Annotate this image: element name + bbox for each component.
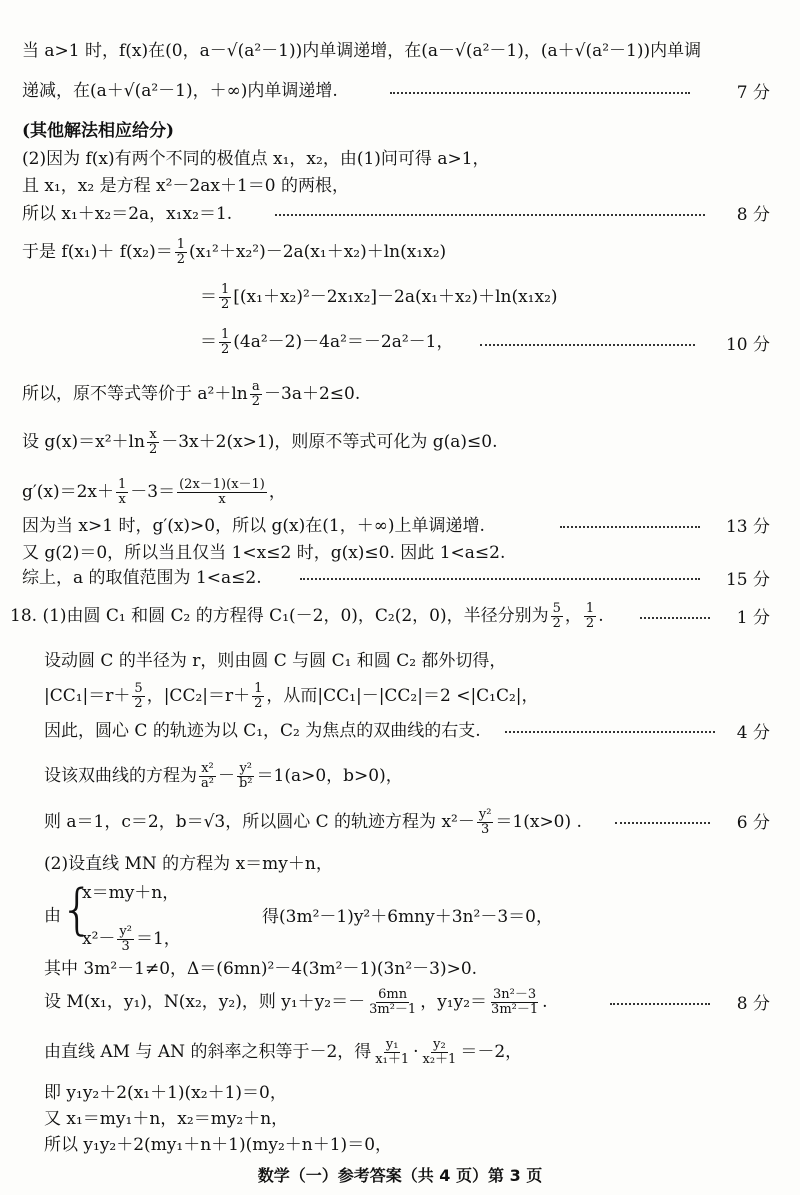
numerator: 6mn (378, 987, 408, 1002)
text-segment: ，|CC₂|＝r＋ (146, 686, 251, 706)
dot-leader (480, 344, 695, 346)
text-line: (2)设直线 MN 的方程为 x＝my＋n， (44, 854, 333, 874)
dot-leader (640, 617, 710, 619)
text-line: x＝my＋n， (82, 883, 180, 903)
fraction (551, 602, 563, 631)
denominator: a² (201, 776, 214, 791)
denominator: 2 (134, 696, 143, 711)
text-segment: ＝1(x>0) . (495, 812, 582, 832)
fraction (177, 478, 267, 507)
dot-leader (390, 92, 690, 94)
text-segment: . (598, 606, 604, 626)
denominator: 2 (148, 442, 158, 457)
math-line (22, 428, 498, 457)
score-mark: 1 分 (736, 608, 770, 628)
score-mark: 10 分 (725, 335, 770, 355)
numerator: 3n²－3 (493, 987, 537, 1002)
denominator: 2 (221, 342, 230, 357)
dot-leader (560, 526, 700, 528)
text-line: 得(3m²－1)y²＋6mny＋3n²－3＝0， (262, 907, 553, 927)
text-segment: ，y₁y₂＝ (420, 992, 488, 1012)
text-line: 即 y₁y₂＋2(x₁＋1)(x₂＋1)＝0， (44, 1083, 287, 1103)
denominator: 3m²－1 (491, 1002, 539, 1017)
text-segment: 设该双曲线的方程为 (44, 766, 197, 786)
text-segment: g′(x)＝2x＋ (22, 482, 114, 502)
text-line: 综上，a 的取值范围为 1<a≤2. (22, 568, 262, 588)
text-segment: ＝ (200, 287, 217, 307)
score-mark: 7 分 (736, 83, 770, 103)
denominator: 2 (176, 252, 186, 267)
text-segment: (4a²－2)－4a²＝－2a²－1， (233, 332, 454, 352)
text-segment: 则 a＝1，c＝2，b＝√3，所以圆心 C 的轨迹方程为 x²－ (44, 812, 475, 832)
text-line: 当 a>1 时，f(x)在(0，a－√(a²－1))内单调递增，在(a－√(a²－1)，(a＋√(a²－1))内单调 (22, 41, 702, 61)
numerator: y² (119, 924, 132, 939)
text-segment: ，从而|CC₁|－|CC₂|＝2 <|C₁C₂|， (266, 686, 539, 706)
text-segment: 设 M(x₁，y₁)，N(x₂，y₂)，则 y₁＋y₂＝－ (44, 992, 366, 1012)
score-mark: 8 分 (736, 205, 770, 225)
math-line (44, 1038, 522, 1067)
math-line (44, 762, 403, 791)
numerator: y² (478, 807, 492, 822)
text-segment: ＝－2， (460, 1042, 523, 1062)
fraction (373, 1038, 411, 1067)
denominator: 2 (254, 696, 263, 711)
text-segment: . (542, 992, 548, 1012)
text-line: 因为当 x>1 时，g′(x)>0，所以 g(x)在(1，＋∞)上单调递增. (22, 516, 485, 536)
text-line: 其中 3m²－1≠0，Δ＝(6mn)²－4(3m²－1)(3n²－3)>0. (44, 959, 478, 979)
text-line: 且 x₁，x₂ 是方程 x²－2ax＋1＝0 的两根， (22, 176, 349, 196)
math-line (44, 682, 539, 711)
fraction (421, 1038, 459, 1067)
fraction (117, 925, 134, 954)
text-line: (其他解法相应给分) (22, 121, 175, 141)
numerator: 1 (221, 282, 230, 297)
dot-leader (615, 822, 710, 824)
fraction (250, 380, 262, 409)
numerator: y² (239, 761, 253, 776)
text-line: 又 x₁＝my₁＋n，x₂＝my₂＋n， (44, 1109, 289, 1129)
text-segment: 于是 f(x₁)＋ f(x₂)＝ (22, 242, 173, 262)
dot-leader (275, 214, 705, 216)
text-segment: － (217, 766, 235, 786)
denominator: x₁＋1 (375, 1052, 410, 1067)
text-line: (2)因为 f(x)有两个不同的极值点 x₁，x₂，由(1)问可得 a>1， (22, 149, 490, 169)
text-line: 因此，圆心 C 的轨迹为以 C₁，C₂ 为焦点的双曲线的右支. (44, 721, 481, 741)
score-mark: 15 分 (725, 570, 770, 590)
fraction (477, 808, 494, 837)
score-mark: 13 分 (725, 517, 770, 537)
dot-leader (610, 1003, 710, 1005)
denominator: b² (238, 776, 253, 791)
fraction (489, 988, 540, 1017)
math-line (22, 238, 446, 267)
numerator: 1 (221, 327, 230, 342)
denominator: 2 (552, 616, 561, 631)
fraction (199, 762, 216, 791)
numerator: 1 (585, 601, 595, 616)
numerator: 1 (176, 237, 186, 252)
text-segment: |CC₁|＝r＋ (44, 686, 131, 706)
text-line: 所以 x₁＋x₂＝2a，x₁x₂＝1. (22, 204, 233, 224)
denominator: 3 (121, 939, 130, 954)
math-line (44, 988, 548, 1017)
text-segment: 所以，原不等式等价于 a²＋ln (22, 384, 248, 404)
text-line: 又 g(2)＝0，所以当且仅当 1<x≤2 时，g(x)≤0. 因此 1<a≤2. (22, 543, 506, 563)
fraction (219, 283, 231, 312)
math-line (22, 380, 360, 409)
numerator: x (149, 427, 157, 442)
math-line (22, 478, 286, 507)
text-line: 递减，在(a＋√(a²－1)，＋∞)内单调递增. (22, 81, 338, 101)
text-segment: 由直线 AM 与 AN 的斜率之积等于－2，得 (44, 1042, 372, 1062)
fraction (252, 682, 264, 711)
numerator: (2x－1)(x－1) (179, 477, 265, 492)
text-line: 设动圆 C 的半径为 r，则由圆 C 与圆 C₁ 和圆 C₂ 都外切得， (44, 651, 507, 671)
fraction (367, 988, 418, 1017)
denominator: 2 (585, 616, 595, 631)
system-brace: { (60, 878, 95, 941)
text-segment: [(x₁＋x₂)²－2x₁x₂]－2a(x₁＋x₂)＋ln(x₁x₂) (233, 287, 558, 307)
math-line (200, 328, 453, 357)
dot-leader (505, 731, 715, 733)
text-segment: 设 g(x)＝x²＋ln (22, 432, 145, 452)
text-segment: (x₁²＋x₂²)－2a(x₁＋x₂)＋ln(x₁x₂) (189, 242, 447, 262)
math-line (44, 808, 582, 837)
score-mark: 6 分 (736, 813, 770, 833)
fraction (175, 238, 187, 267)
text-segment: －3＝ (130, 482, 176, 502)
text-segment: ＝1(a>0，b>0)， (256, 766, 403, 786)
denominator: 3m²－1 (369, 1002, 417, 1017)
math-line (82, 925, 181, 954)
fraction (147, 428, 159, 457)
numerator: a (252, 379, 260, 394)
fraction (219, 328, 231, 357)
score-mark: 4 分 (736, 723, 770, 743)
fraction (132, 682, 144, 711)
text-segment: · (413, 1042, 419, 1062)
numerator: x² (201, 761, 214, 776)
text-segment: x²－ (82, 929, 116, 949)
denominator: x₂＋1 (422, 1052, 457, 1067)
fraction (584, 602, 596, 631)
numerator: y₁ (385, 1037, 399, 1052)
fraction (237, 762, 255, 791)
numerator: 5 (134, 681, 143, 696)
denominator: 3 (480, 822, 490, 837)
text-segment: ， (564, 606, 582, 626)
text-segment: ＝1， (135, 929, 181, 949)
denominator: 2 (251, 394, 261, 409)
numerator: 5 (552, 601, 561, 616)
fraction (116, 478, 128, 507)
text-segment: －3x＋2(x>1)，则原不等式可化为 g(a)≤0. (161, 432, 498, 452)
denominator: 2 (221, 297, 230, 312)
numerator: 1 (118, 477, 127, 492)
text-segment: －3a＋2≤0. (264, 384, 361, 404)
numerator: 1 (254, 681, 263, 696)
numerator: y₂ (433, 1037, 446, 1052)
text-line: 所以 y₁y₂＋2(my₁＋n＋1)(my₂＋n＋1)＝0， (44, 1135, 393, 1155)
math-line (10, 602, 604, 631)
math-line (200, 283, 558, 312)
score-mark: 8 分 (736, 994, 770, 1014)
text-segment: ， (268, 482, 286, 502)
denominator: x (118, 492, 126, 507)
text-line: 由 (44, 906, 61, 926)
text-segment: ＝ (200, 332, 217, 352)
denominator: x (218, 492, 226, 507)
page-footer: 数学（一）参考答案（共 4 页）第 3 页 (257, 1166, 543, 1185)
dot-leader (300, 578, 700, 580)
text-segment: 18. (1)由圆 C₁ 和圆 C₂ 的方程得 C₁(－2，0)，C₂(2，0)，半径分别为 (10, 606, 549, 626)
